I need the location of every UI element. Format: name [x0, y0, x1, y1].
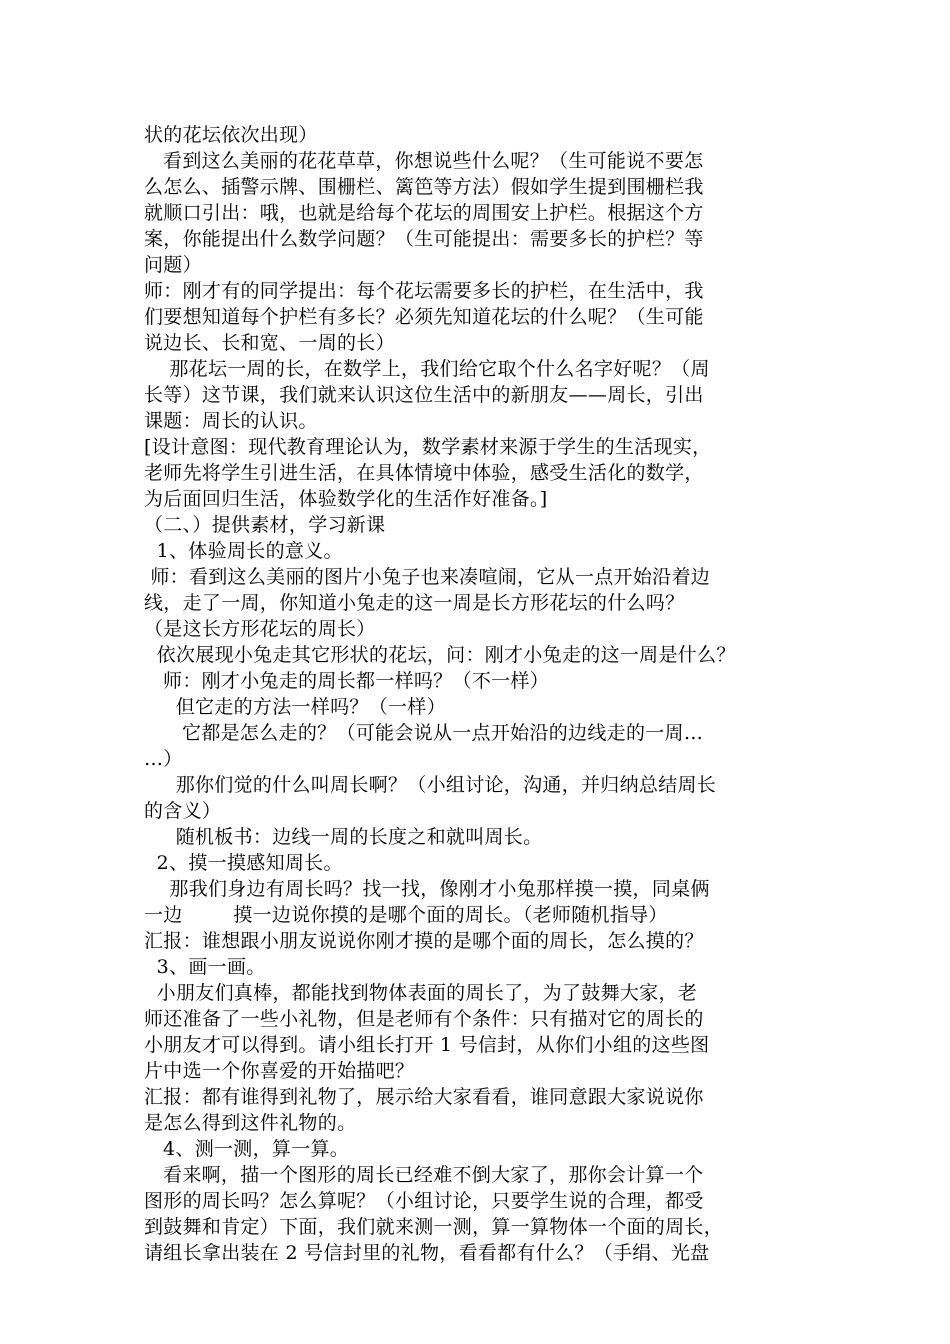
text-line: 汇报：都有谁得到礼物了，展示给大家看看，谁同意跟大家说说你 — [144, 1086, 704, 1108]
subsection-heading: 1、体验周长的意义。 — [144, 540, 343, 562]
text-line: 片中选一个你喜爱的开始描吧？ — [144, 1060, 415, 1082]
text-line: …） — [144, 748, 183, 770]
text-line: 那我们身边有周长吗？找一找，像刚才小兔那样摸一摸，同桌俩 — [144, 878, 710, 900]
text-line: 就顺口引出：哦，也就是给每个花坛的周围安上护栏。根据这个方 — [144, 202, 704, 224]
text-line: 长等）这节课，我们就来认识这位生活中的新朋友——周长，引出 — [144, 384, 704, 406]
text-line: 依次展现小兔走其它形状的花坛，问：刚才小兔走的这一周是什么？ — [144, 644, 736, 666]
text-line: 汇报：谁想跟小朋友说说你刚才摸的是哪个面的周长，怎么摸的？ — [144, 930, 704, 952]
text-line: 是怎么得到这件礼物的。 — [144, 1112, 357, 1134]
text-line: 看来啊，描一个图形的周长已经难不倒大家了，那你会计算一个 — [144, 1164, 704, 1186]
text-line: [设计意图：现代教育理论认为，数学素材来源于学生的生活现实， — [144, 436, 712, 458]
text-line: 图形的周长吗？怎么算呢？（小组讨论，只要学生说的合理，都受 — [144, 1190, 704, 1212]
text-line: 们要想知道每个护栏有多长？必须先知道花坛的什么呢？（生可能 — [144, 306, 704, 328]
text-line: 师还准备了一些小礼物，但是老师有个条件：只有描对它的周长的 — [144, 1008, 704, 1030]
text-line: 为后面回归生活，体验数学化的生活作好准备。] — [144, 488, 548, 510]
text-line: 它都是怎么走的？（可能会说从一点开始沿的边线走的一周… — [144, 722, 704, 744]
text-line: 状的花坛依次出现） — [144, 124, 318, 146]
text-line: 师：刚才小兔走的周长都一样吗？（不一样） — [144, 670, 550, 692]
text-line: 但它走的方法一样吗？（一样） — [144, 696, 446, 718]
subsection-heading: 3、画一画。 — [144, 956, 266, 978]
text-line: 到鼓舞和肯定）下面，我们就来测一测，算一算物体一个面的周长， — [144, 1216, 724, 1238]
subsection-heading: 2、摸一摸感知周长。 — [144, 852, 343, 874]
text-line: 那你们觉的什么叫周长啊？（小组讨论，沟通，并归纳总结周长 — [144, 774, 717, 796]
text-line: 说边长、长和宽、一周的长） — [144, 332, 395, 354]
text-line: 的含义） — [144, 800, 222, 822]
text-line: （是这长方形花坛的周长） — [144, 618, 376, 640]
text-line: 问题） — [144, 254, 202, 276]
text-line: 师：看到这么美丽的图片小兔子也来凑喧闹，它从一点开始沿着边 — [144, 566, 711, 588]
text-line: 老师先将学生引进生活，在具体情境中体验，感受生活化的数学， — [144, 462, 704, 484]
section-heading: （二、）提供素材，学习新课 — [144, 514, 386, 536]
text-line: 案，你能提出什么数学问题？（生可能提出：需要多长的护栏？等 — [144, 228, 704, 250]
text-line: 么怎么、插警示牌、围栅栏、篱笆等方法）假如学生提到围栅栏我 — [144, 176, 704, 198]
document-body — [144, 122, 812, 1266]
text-line: 一边 摸一边说你摸的是哪个面的周长。（老师随机指导） — [144, 904, 668, 926]
text-line: 线，走了一周，你知道小兔走的这一周是长方形花坛的什么吗？ — [144, 592, 685, 614]
text-line: 小朋友们真棒，都能找到物体表面的周长了，为了鼓舞大家，老 — [144, 982, 698, 1004]
text-line: 课题：周长的认识。 — [144, 410, 318, 432]
text-line: 那花坛一周的长，在数学上，我们给它取个什么名字好呢？（周 — [144, 358, 710, 380]
text-line: 师：刚才有的同学提出：每个花坛需要多长的护栏，在生活中，我 — [144, 280, 704, 302]
text-line: 小朋友才可以得到。请小组长打开 1 号信封，从你们小组的这些图 — [144, 1034, 710, 1056]
text-line: 看到这么美丽的花花草草，你想说些什么呢？（生可能说不要怎 — [144, 150, 704, 172]
text-line: 请组长拿出装在 2 号信封里的礼物，看看都有什么？（手绢、光盘 — [144, 1242, 710, 1264]
subsection-heading: 4、测一测，算一算。 — [144, 1138, 350, 1160]
text-line: 随机板书：边线一周的长度之和就叫周长。 — [144, 826, 543, 848]
